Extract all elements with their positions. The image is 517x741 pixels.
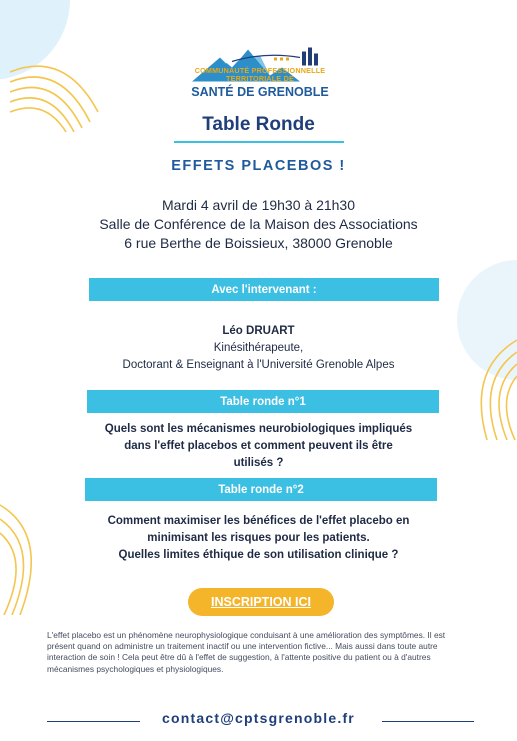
speaker-role: Kinésithérapeute,: [213, 342, 304, 354]
page-subtitle: EFFETS PLACEBOS !: [171, 158, 346, 174]
speaker-band: Avec l'intervenant :: [89, 278, 439, 301]
event-address: 6 rue Berthe de Boissieux, 38000 Grenoble: [124, 235, 393, 251]
event-date: Mardi 4 avril de 19h30 à 21h30: [161, 197, 356, 213]
footnote: L'effet placebo est un phénomène neurophysiologique conduisant à une amélioration des symptômes. Il est présent quand on administre un traitement inactif ou une intervention fictive... Mais aussi dans toute autre interaction de soin ! Cela peut être dû à l'effet de suggestion, à l'attente positive du patient ou à d'autres mécanismes psychologiques et physiologiques.: [47, 630, 446, 674]
event-venue: Salle de Conférence de la Maison des Associations: [99, 216, 418, 232]
inscription-button[interactable]: INSCRIPTION ICI: [188, 588, 334, 616]
speaker-name: Léo DRUART: [222, 325, 295, 337]
page-title: Table Ronde: [202, 114, 315, 135]
roundtable2-line2: minimisant les risques pour les patients.: [147, 532, 370, 544]
speaker-position: Doctorant & Enseignant à l'Université Grenoble Alpes: [122, 359, 395, 371]
roundtable1-line1: Quels sont les mécanismes neurobiologiques impliqués: [104, 423, 413, 435]
roundtable2-band: Table ronde n°2: [85, 478, 437, 501]
roundtable1-line3: utilisés ?: [233, 457, 284, 469]
logo-text-line2: TERRITORIALE DE: [226, 74, 294, 83]
roundtable1-line2: dans l'effet placebos et comment peuvent ils être: [124, 440, 393, 452]
roundtable2-line1: Comment maximiser les bénéfices de l'effet placebo en: [107, 515, 410, 527]
logo-text-line3: SANTÉ DE GRENOBLE: [191, 85, 329, 99]
roundtable1-band: Table ronde n°1: [87, 390, 439, 413]
title-underline: [174, 141, 344, 143]
roundtable2-line3: Quelles limites éthique de son utilisation clinique ?: [118, 549, 399, 561]
logo-text-line1: COMMUNAUTÉ PROFESSIONNELLE: [194, 66, 326, 75]
contact-email-link[interactable]: contact@cptsgrenoble.fr: [162, 710, 355, 726]
